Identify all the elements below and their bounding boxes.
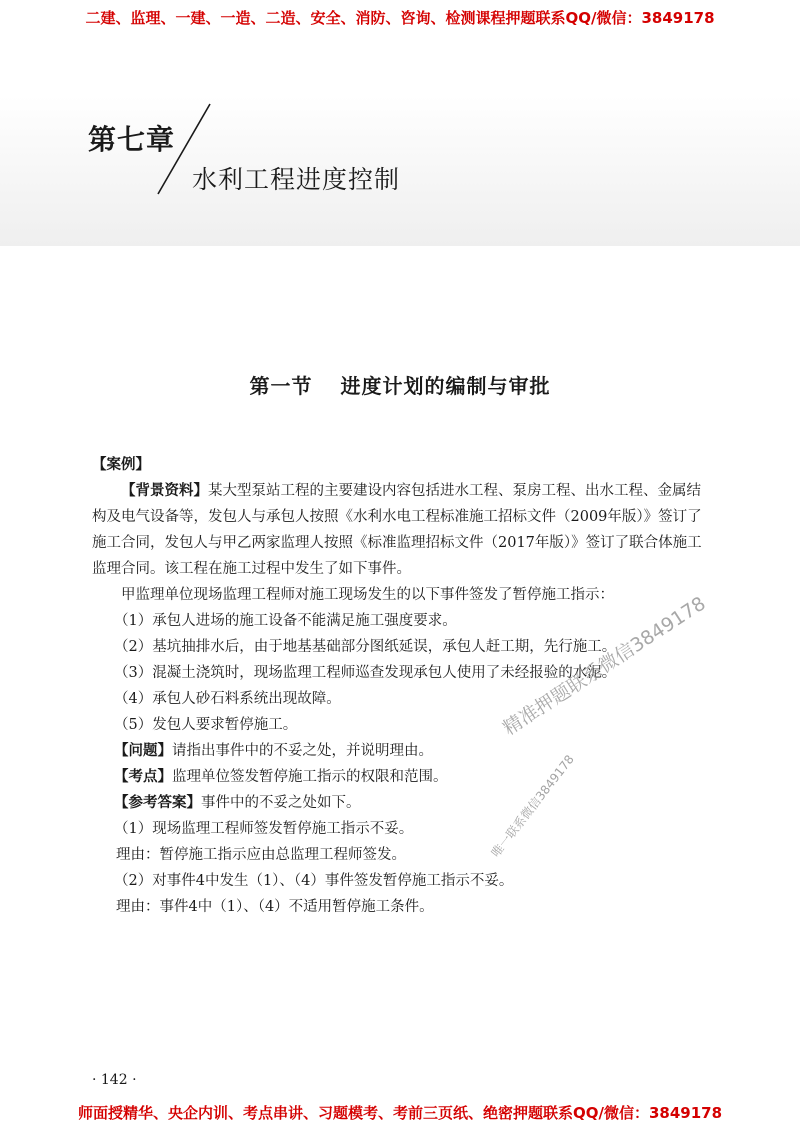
keypoint-label: 【考点】	[114, 769, 172, 785]
case-body	[92, 452, 712, 920]
watermark-large: 精准押题联系微信3849178	[499, 592, 710, 740]
question-label: 【问题】	[114, 743, 172, 759]
event-item: （1）承包人进场的施工设备不能满足施工强度要求。	[114, 613, 457, 629]
section-number: 第一节	[249, 374, 313, 398]
answer-paragraph	[92, 790, 712, 816]
bottom-banner: 师面授精华、央企内训、考点串讲、习题模考、考前三页纸、绝密押题联系QQ/微信：3849178	[77, 1104, 723, 1122]
background-paragraph	[92, 478, 712, 582]
event-item: （2）基坑抽排水后，由于地基基础部分图纸延误，承包人赶工期，先行施工。	[114, 639, 617, 655]
answer-point: （1）现场监理工程师签发暂停施工指示不妥。	[114, 821, 414, 837]
case-heading: 【案例】	[92, 457, 150, 473]
watermark-small: 唯一联系微信3849178	[488, 752, 577, 860]
section-name: 进度计划的编制与审批	[340, 374, 551, 398]
keypoint-text: 监理单位签发暂停施工指示的权限和范围。	[172, 769, 448, 785]
answer-point: （2）对事件4中发生（1）、（4）事件签发暂停施工指示不妥。	[114, 873, 514, 889]
question-text: 请指出事件中的不妥之处，并说明理由。	[172, 743, 433, 759]
answer-reason: 理由：暂停施工指示应由总监理工程师签发。	[116, 847, 406, 863]
keypoint-paragraph	[92, 764, 712, 790]
event-item: （4）承包人砂石料系统出现故障。	[114, 691, 341, 707]
answer-label: 【参考答案】	[114, 795, 201, 811]
background-label: 【背景资料】	[121, 483, 208, 499]
background-text: 某大型泵站工程的主要建设内容包括进水工程、泵房工程、出水工程、金属结构及电气设备等，发包人与承包人按照《水利水电工程标准施工招标文件（2009年版）》签订了施工合同，发包人与甲乙两家监理人按照《标准监理招标文件（2017年版）》签订了联合体施工监理合同。该工程在施工过程中发生了如下事件。	[92, 483, 702, 577]
event-item: （3）混凝土浇筑时，现场监理工程师巡查发现承包人使用了未经报验的水泥。	[114, 665, 617, 681]
event-intro: 甲监理单位现场监理工程师对施工现场发生的以下事件签发了暂停施工指示：	[121, 587, 614, 603]
event-item: （5）发包人要求暂停施工。	[114, 717, 298, 733]
answer-text: 事件中的不妥之处如下。	[201, 795, 361, 811]
section-title	[0, 370, 800, 399]
question-paragraph	[92, 738, 712, 764]
top-banner: 二建、监理、一建、一造、二造、安全、消防、咨询、检测课程押题联系QQ/微信：3849178	[85, 9, 715, 27]
chapter-title: 水利工程进度控制	[192, 165, 401, 194]
page-number: · 142 ·	[92, 1072, 137, 1088]
chapter-label: 第七章	[88, 123, 176, 156]
answer-reason: 理由：事件4中（1）、（4）不适用暂停施工条件。	[116, 899, 434, 915]
